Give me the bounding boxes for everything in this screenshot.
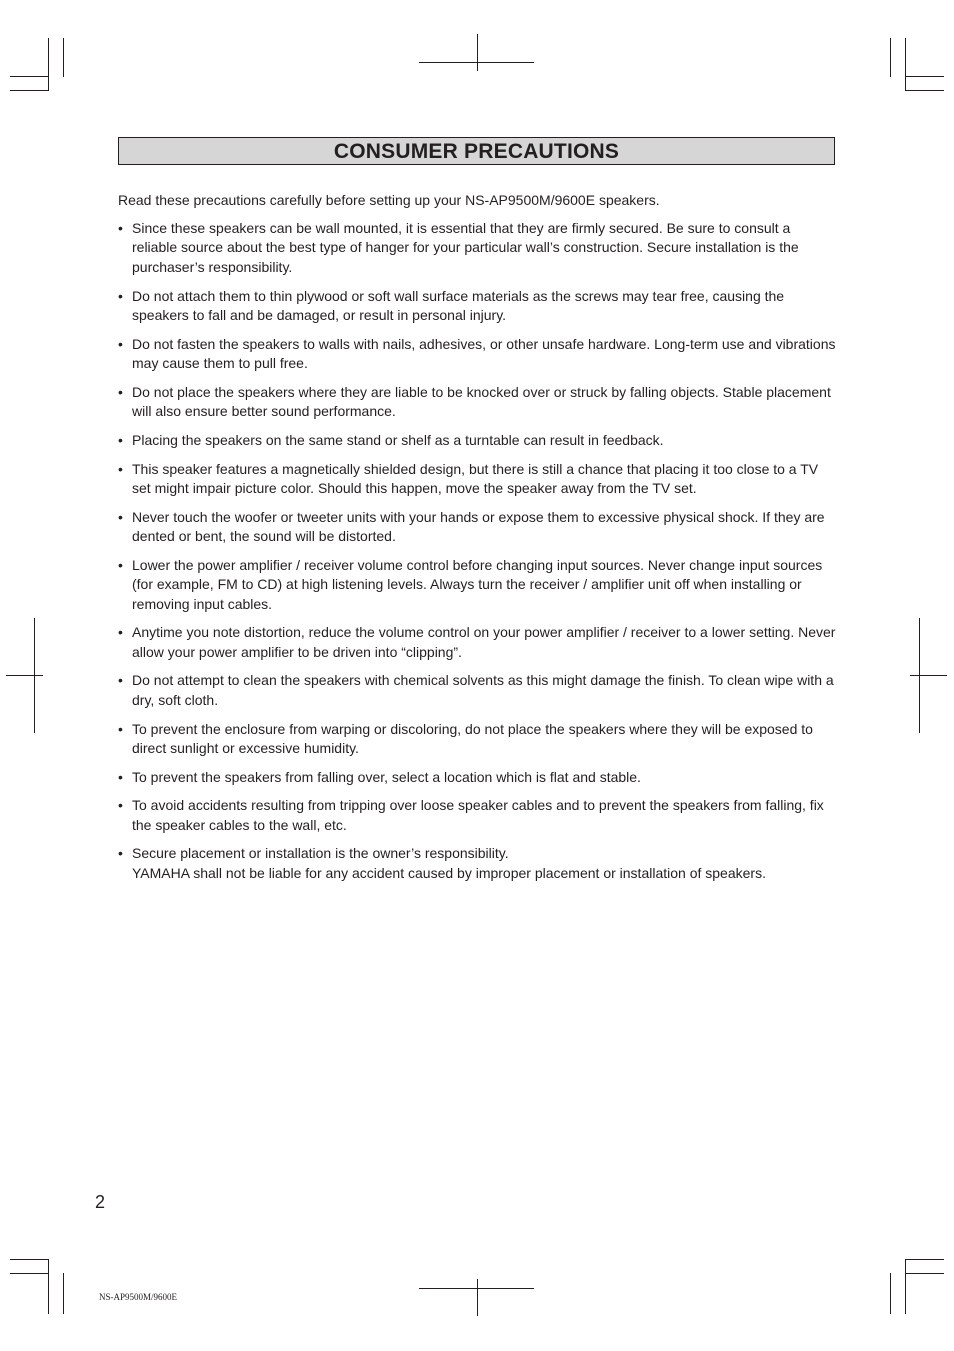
registration-mark-bottom-h (419, 1288, 534, 1289)
precaution-text: Do not place the speakers where they are liable to be knocked over or struck by falling objects. Stable placement will also ensure better sound performance. (132, 383, 831, 420)
crop-mark-top-left-h2 (10, 90, 49, 91)
precaution-text: This speaker features a magnetically shielded design, but there is still a chance that placing it too close to a TV set might impair picture color. Should this happen, move the speaker away from the TV set. (132, 460, 819, 496)
precaution-text: To prevent the enclosure from warping or discoloring, do not place the speakers where they will be exposed to direct sunlight or excessive humidity. (132, 720, 813, 756)
registration-mark-right-h (910, 675, 947, 676)
crop-mark-bottom-left-v2 (63, 1273, 64, 1314)
precaution-text: Do not attach them to thin plywood or soft wall surface materials as the screws may tear free, causing the speakers to fall and be damaged, or result in personal injury. (132, 287, 785, 323)
crop-mark-top-right-h1 (905, 76, 944, 77)
precaution-text: Lower the power amplifier / receiver volume control before changing input sources. Never change input sources (for example, FM to CD) at high listening levels. Always turn the receiver / amplifier unit off when installing or removing input cables. (132, 556, 823, 612)
precaution-text: Since these speakers can be wall mounted, it is essential that they are firmly secured. Be sure to consult a reliable source about the best type of hanger for your particular wall’s construction. Secure installation is the purchaser’s responsibility. (132, 220, 799, 275)
title-banner (118, 137, 835, 165)
crop-mark-top-right-v2 (905, 38, 906, 90)
precaution-item-1 (118, 219, 838, 277)
bullet-marker: • (118, 431, 123, 448)
precaution-item-11 (118, 720, 838, 759)
bullet-marker: • (118, 220, 123, 236)
precaution-text: Never touch the woofer or tweeter units with your hands or expose them to excessive physical shock. If they are dented or bent, the sound will be distorted. (132, 508, 825, 545)
crop-mark-bottom-left-v1 (48, 1259, 49, 1314)
crop-mark-bottom-right-h2 (905, 1273, 944, 1274)
registration-mark-left-h (6, 675, 43, 676)
liability-disclaimer: YAMAHA shall not be liable for any accident caused by improper placement or installation of speakers. (132, 864, 766, 881)
precaution-text: Do not attempt to clean the speakers with chemical solvents as this might damage the finish. To clean wipe with a dry, soft cloth. (132, 672, 834, 708)
precaution-text: To prevent the speakers from falling over, select a location which is flat and stable. (132, 768, 641, 785)
intro-paragraph: Read these precautions carefully before setting up your NS-AP9500M/9600E speakers. (118, 192, 660, 208)
precaution-item-6 (118, 460, 838, 499)
crop-mark-top-left-v1 (48, 38, 49, 90)
page-number: 2 (95, 1192, 106, 1212)
bullet-marker: • (118, 672, 123, 689)
bullet-marker: • (118, 556, 123, 573)
precaution-item-3 (118, 335, 838, 374)
crop-mark-top-left-h1 (10, 76, 49, 77)
registration-mark-top-h (419, 62, 534, 63)
crop-mark-bottom-right-h1 (905, 1259, 944, 1260)
bullet-marker: • (118, 508, 123, 525)
crop-mark-top-right-v1 (890, 38, 891, 77)
precaution-item-10 (118, 671, 838, 710)
crop-mark-bottom-right-v1 (890, 1273, 891, 1314)
precaution-item-5 (118, 431, 838, 450)
bullet-marker: • (118, 768, 123, 785)
crop-mark-bottom-left-h1 (10, 1259, 49, 1260)
registration-mark-bottom-v (477, 1279, 478, 1316)
footer-model-code: NS-AP9500M/9600E (99, 1292, 178, 1302)
precaution-text: Anytime you note distortion, reduce the volume control on your power amplifier / receiver to a lower setting. Never allow your power amplifier to be driven into “clipping”. (132, 624, 836, 660)
precautions-list (118, 219, 838, 893)
precaution-item-12 (118, 768, 838, 787)
precaution-text: Placing the speakers on the same stand or shelf as a turntable can result in feedback. (132, 431, 664, 448)
crop-mark-bottom-right-v2 (905, 1259, 906, 1314)
bullet-marker: • (118, 720, 123, 737)
page-title: CONSUMER PRECAUTIONS (333, 139, 620, 163)
bullet-marker: • (118, 845, 123, 862)
precaution-item-9 (118, 623, 838, 662)
precaution-item-14 (118, 844, 838, 883)
precaution-text: Do not fasten the speakers to walls with nails, adhesives, or other unsafe hardware. Long-term use and vibrations may cause them to pull free. (132, 335, 836, 372)
crop-mark-top-left-v2 (63, 38, 64, 77)
bullet-marker: • (118, 287, 123, 304)
precaution-text: Secure placement or installation is the owner’s responsibility. (132, 845, 509, 862)
precaution-text: To avoid accidents resulting from tripping over loose speaker cables and to prevent the speakers from falling, fix the speaker cables to the wall, etc. (132, 797, 824, 833)
precaution-item-13 (118, 796, 838, 835)
registration-mark-top-v (477, 34, 478, 71)
crop-mark-top-right-h2 (905, 90, 944, 91)
bullet-marker: • (118, 335, 123, 352)
bullet-marker: • (118, 797, 123, 814)
precaution-item-4 (118, 383, 838, 422)
precaution-item-8 (118, 556, 838, 614)
bullet-marker: • (118, 383, 123, 400)
precaution-item-2 (118, 287, 838, 326)
precaution-item-7 (118, 508, 838, 547)
crop-mark-bottom-left-h2 (10, 1273, 49, 1274)
bullet-marker: • (118, 624, 123, 641)
bullet-marker: • (118, 460, 123, 477)
